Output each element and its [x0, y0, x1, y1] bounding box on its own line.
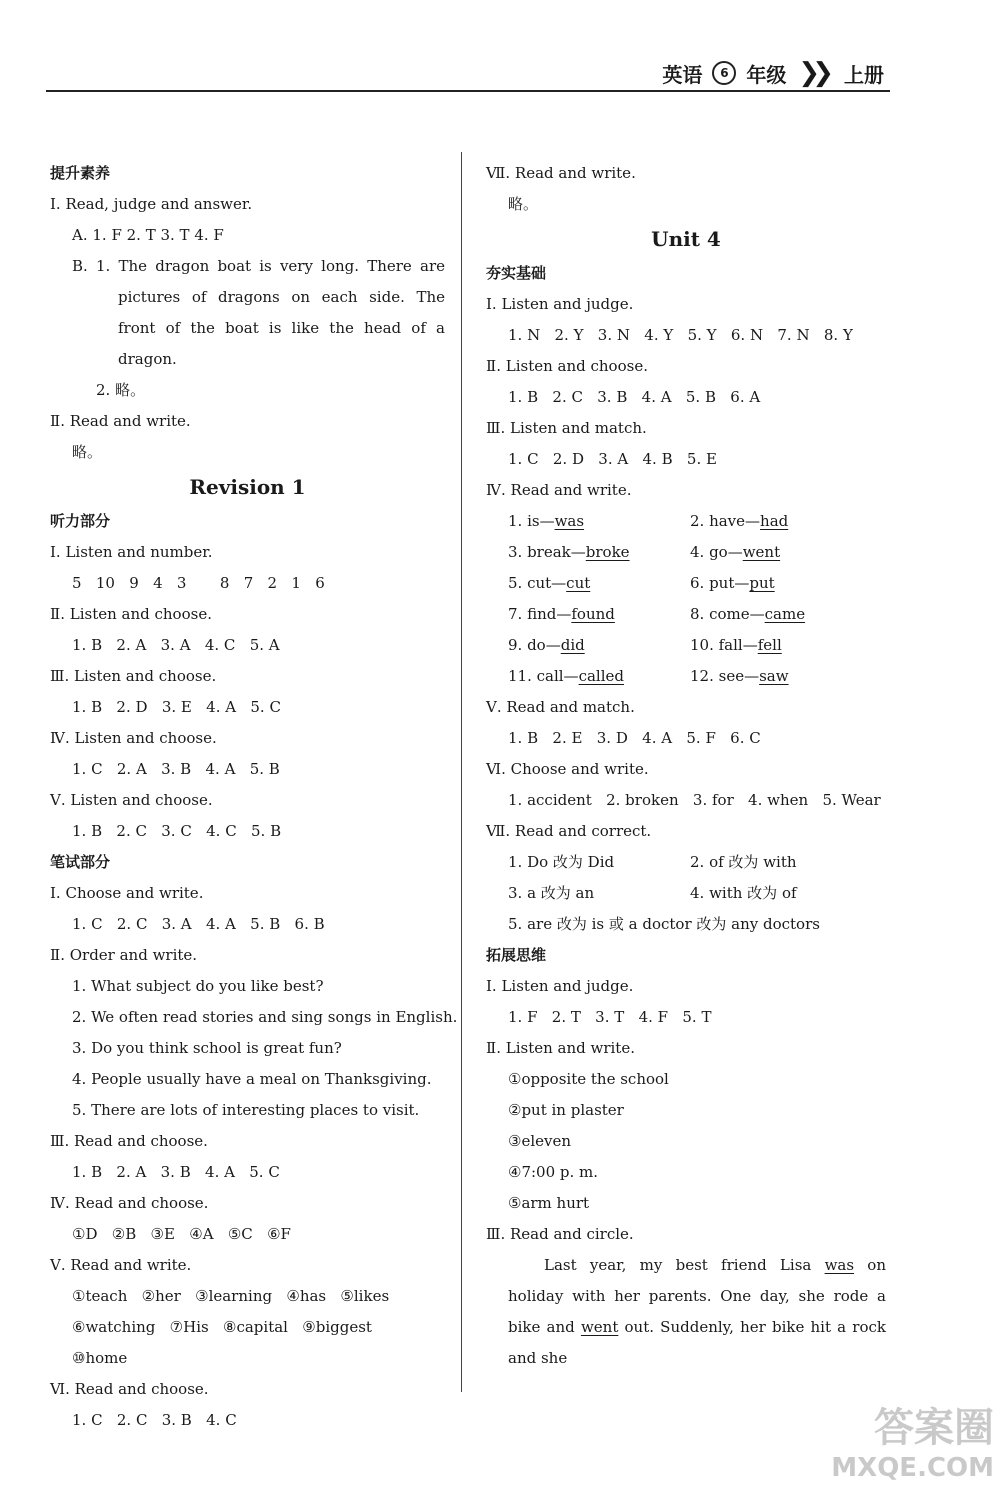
question-title: Ⅱ. Listen and choose.: [486, 357, 648, 375]
question-title: Ⅲ. Read and choose.: [50, 1132, 208, 1150]
section-heading: 笔试部分: [50, 853, 111, 871]
answer-line: 1. N 2. Y 3. N 4. Y 5. Y 6. N 7. N 8. Y: [508, 326, 853, 344]
verb-past: saw: [759, 667, 789, 685]
question-title: Ⅲ. Listen and match.: [486, 419, 647, 437]
answer-line: ①teach ②her ③learning ④has ⑤likes: [72, 1287, 390, 1305]
question-title: Ⅲ. Listen and choose.: [50, 667, 217, 685]
double-chevron-icon: ❯❯: [798, 58, 826, 88]
correction-item: 5. are 改为 is 或 a doctor 改为 any doctors: [508, 915, 820, 933]
correction-row: [486, 878, 886, 909]
answer-line: 1. B 2. C 3. C 4. C 5. B: [72, 822, 282, 840]
verb-past: fell: [757, 636, 782, 654]
answer-line: ②put in plaster: [508, 1101, 624, 1119]
volume-label: 上册: [844, 62, 884, 87]
answer-line: 1. C 2. D 3. A 4. B 5. E: [508, 450, 717, 468]
page-header: [46, 58, 890, 92]
question-title: Ⅰ. Listen and number.: [50, 543, 213, 561]
verb-past: called: [578, 667, 624, 685]
answer-line: 2. 略。: [96, 381, 146, 399]
right-column: [486, 158, 886, 1367]
grade-label: 年级: [746, 62, 787, 87]
verb-base: 4. go—: [690, 543, 743, 561]
answer-line: A. 1. F 2. T 3. T 4. F: [72, 226, 224, 244]
verb-base: 9. do—: [508, 636, 561, 654]
answer-line: ⑥watching ⑦His ⑧capital ⑨biggest: [72, 1318, 372, 1336]
correction-item: 2. of 改为 with: [690, 853, 797, 871]
verb-base: 8. come—: [690, 605, 765, 623]
left-column: [50, 158, 458, 1436]
grade-badge: 6: [712, 61, 736, 85]
answer-line: 略。: [508, 195, 539, 213]
question-title: Ⅴ. Listen and choose.: [50, 791, 213, 809]
answer-line: 1. B 2. A 3. B 4. A 5. C: [72, 1163, 280, 1181]
header-rule: [46, 90, 890, 92]
verb-base: 1. is—: [508, 512, 555, 530]
passage-underlined-word: went: [580, 1318, 619, 1336]
answer-line: ④7:00 p. m.: [508, 1163, 599, 1181]
verb-base: 11. call—: [508, 667, 579, 685]
answer-line: ①opposite the school: [508, 1070, 669, 1088]
verb-past: found: [571, 605, 615, 623]
passage-underlined-word: was: [824, 1256, 855, 1274]
verb-past: put: [749, 574, 775, 592]
verb-past: had: [760, 512, 789, 530]
answer-line: 1. accident 2. broken 3. for 4. when 5. Wear: [508, 791, 881, 809]
verb-past: was: [554, 512, 585, 530]
subject-label: 英语: [662, 62, 703, 87]
question-title: Ⅰ. Read, judge and answer.: [50, 195, 253, 213]
answer-line: 1. F 2. T 3. T 4. F 5. T: [508, 1008, 712, 1026]
answer-b1: B. 1. The dragon boat is very long. There are pictures of dragons on each side. The front of the boat is like the head of a dragon.: [72, 257, 445, 368]
verb-row: [486, 568, 886, 599]
answer-line: 1. B 2. D 3. E 4. A 5. C: [72, 698, 281, 716]
question-title: Ⅶ. Read and write.: [486, 164, 636, 182]
correction-item: 1. Do 改为 Did: [508, 853, 615, 871]
correction-item: 3. a 改为 an: [508, 884, 595, 902]
answer-line: 1. B 2. E 3. D 4. A 5. F 6. C: [508, 729, 761, 747]
question-title: Ⅰ. Listen and judge.: [486, 295, 634, 313]
answer-line: ⑤arm hurt: [508, 1194, 590, 1212]
question-title: Ⅳ. Read and write.: [486, 481, 632, 499]
passage-text: out. Suddenly, her bike hit a rock and she: [508, 1318, 886, 1367]
verb-base: 2. have—: [690, 512, 761, 530]
question-title: Ⅰ. Choose and write.: [50, 884, 204, 902]
correction-row: [486, 847, 886, 878]
question-title: Ⅴ. Read and match.: [486, 698, 635, 716]
question-title: Ⅱ. Listen and choose.: [50, 605, 212, 623]
verb-past: cut: [566, 574, 591, 592]
verb-past: did: [560, 636, 585, 654]
verb-base: 5. cut—: [508, 574, 567, 592]
passage-text: Last year, my best friend Lisa: [544, 1256, 825, 1274]
watermark-site: MXQE.COM: [831, 1453, 994, 1483]
answer-line: 2. We often read stories and sing songs in English.: [72, 1008, 458, 1026]
correction-item: 4. with 改为 of: [690, 884, 797, 902]
verb-base: 7. find—: [508, 605, 572, 623]
verb-base: 10. fall—: [690, 636, 758, 654]
question-title: Ⅰ. Listen and judge.: [486, 977, 634, 995]
answer-line: 1. B 2. A 3. A 4. C 5. A: [72, 636, 280, 654]
watermark-logo: [831, 1405, 994, 1488]
answer-line: 1. C 2. C 3. B 4. C: [72, 1411, 237, 1429]
verb-row: [486, 661, 886, 692]
answer-line: ⑩home: [72, 1349, 128, 1367]
answer-line: 1. B 2. C 3. B 4. A 5. B 6. A: [508, 388, 761, 406]
question-title: Ⅵ. Read and choose.: [50, 1380, 209, 1398]
section-heading: 夯实基础: [486, 264, 547, 282]
question-title: Ⅶ. Read and correct.: [486, 822, 652, 840]
verb-past: came: [764, 605, 806, 623]
answer-line: 1. What subject do you like best?: [72, 977, 324, 995]
verb-past: went: [742, 543, 781, 561]
section-heading: 提升素养: [50, 164, 111, 182]
verb-row: [486, 630, 886, 661]
revision-title: Revision 1: [189, 475, 306, 499]
question-title: Ⅱ. Order and write.: [50, 946, 198, 964]
verb-row: [486, 506, 886, 537]
question-title: Ⅱ. Listen and write.: [486, 1039, 635, 1057]
answer-line: ①D ②B ③E ④A ⑤C ⑥F: [72, 1225, 291, 1243]
verb-past: broke: [585, 543, 630, 561]
answer-line: 5 10 9 4 3 8 7 2 1 6: [72, 574, 325, 592]
answer-paragraph: [50, 251, 445, 375]
question-title: Ⅴ. Read and write.: [50, 1256, 192, 1274]
answer-line: 1. C 2. C 3. A 4. A 5. B 6. B: [72, 915, 325, 933]
column-divider: [461, 152, 462, 1392]
question-title: Ⅲ. Read and circle.: [486, 1225, 634, 1243]
reading-passage: [486, 1250, 886, 1367]
section-heading: 听力部分: [50, 512, 111, 530]
passage-text: on holiday with her parents. One day, she rode a bike and: [508, 1256, 886, 1336]
verb-base: 6. put—: [690, 574, 750, 592]
question-title: Ⅵ. Choose and write.: [486, 760, 649, 778]
answer-line: 5. There are lots of interesting places to visit.: [72, 1101, 420, 1119]
watermark-text: 答案圈: [874, 1405, 994, 1451]
verb-base: 12. see—: [690, 667, 760, 685]
section-heading: 拓展思维: [486, 946, 547, 964]
verb-base: 3. break—: [508, 543, 586, 561]
answer-line: 1. C 2. A 3. B 4. A 5. B: [72, 760, 280, 778]
header-title: [662, 58, 884, 88]
answer-line: 略。: [72, 443, 103, 461]
question-title: Ⅳ. Read and choose.: [50, 1194, 209, 1212]
question-title: Ⅳ. Listen and choose.: [50, 729, 217, 747]
question-title: Ⅱ. Read and write.: [50, 412, 191, 430]
answer-line: ③eleven: [508, 1132, 572, 1150]
verb-row: [486, 599, 886, 630]
answer-line: 4. People usually have a meal on Thanksgiving.: [72, 1070, 432, 1088]
verb-row: [486, 537, 886, 568]
unit-title: Unit 4: [651, 227, 721, 251]
answer-line: 3. Do you think school is great fun?: [72, 1039, 342, 1057]
